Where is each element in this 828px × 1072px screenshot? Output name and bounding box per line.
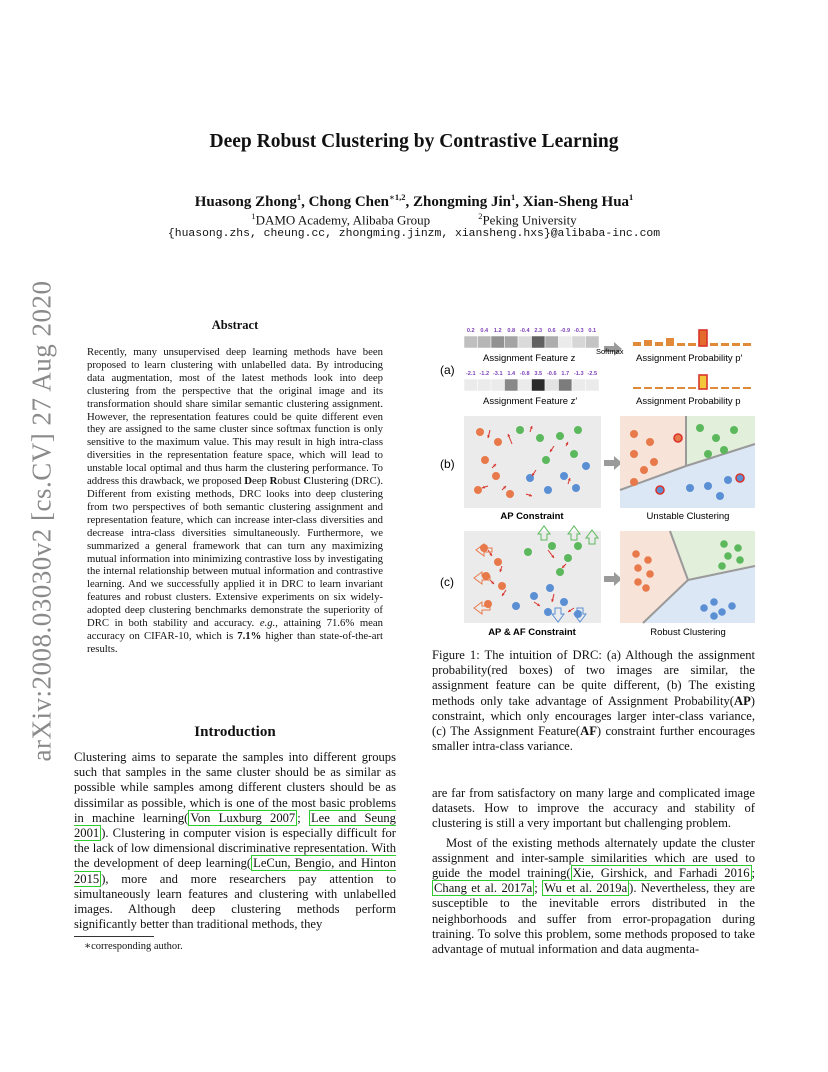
cluster-point (712, 434, 720, 442)
probability-bar (721, 387, 729, 389)
affiliations: $^1$DAMO Academy, Alibaba Group $^2$Peking University (251, 211, 577, 228)
cluster-point (704, 482, 712, 490)
paper-title: Deep Robust Clustering by Contrastive Learning (209, 131, 619, 152)
cluster-point (642, 584, 650, 592)
robust-clustering-label: Robust Clustering (650, 627, 726, 638)
probability-p-bars (633, 375, 751, 389)
feature-cell (464, 379, 478, 391)
cluster-point (630, 478, 638, 486)
feature-value-label: 0.8 (507, 328, 516, 334)
cluster-point (574, 542, 582, 550)
author-list: Huasong Zhong$^1$, Chong Chen$^{∗1,2}$, Zhongming Jin$^1$, Xian-Sheng Hua$^1$ (194, 192, 634, 210)
paragraph: Most of the existing methods alternately update the cluster assignment and inter-sample similarities which are used to guide the model training( Xie, Girshick, and Farhadi 2016 ; Chang et al. 2017a ; Wu et al. 2019a ). Nevertheless, they are susceptible to the inevitable errors distributed in the neighborhoods and suffer from error-propagation during training. To solve this problem, some methods proposed to take advantage of mutual information and data augmenta- (432, 835, 755, 957)
ap-constraint-label: AP Constraint (500, 511, 564, 522)
cluster-point (498, 582, 506, 590)
introduction-heading: Introduction (194, 724, 276, 740)
probability-bar (743, 343, 751, 346)
figure-1 (428, 318, 764, 643)
probability-peak-bar (699, 375, 707, 389)
cluster-point (560, 598, 568, 606)
feature-z2-bar (464, 379, 599, 391)
cluster-point (476, 428, 484, 436)
feature-value-label: 1.4 (507, 371, 516, 377)
arxiv-id: arXiv:2008.03030v2 [cs.CV] 27 Aug 2020 (26, 280, 57, 762)
cluster-point (494, 438, 502, 446)
feature-value-label: 1.2 (493, 328, 502, 334)
cluster-point (674, 434, 682, 442)
footnote-rule (74, 936, 154, 937)
feature-cell (478, 379, 492, 391)
cluster-point (734, 544, 742, 552)
probability-bar (677, 343, 685, 346)
panel-b-label: (b) (440, 457, 455, 471)
feature-cell (545, 379, 559, 391)
feature-cell (559, 336, 573, 348)
probability-bar (666, 387, 674, 389)
footnote: ∗corresponding author. (84, 941, 183, 952)
cluster-point (718, 562, 726, 570)
feature-z-bar (464, 336, 599, 348)
feature-value-label: 0.1 (588, 328, 597, 334)
cluster-point (516, 426, 524, 434)
feature-value-label: -0.9 (560, 328, 571, 334)
feature-cell (572, 379, 586, 391)
cluster-point (544, 486, 552, 494)
feature-value-label: 0.6 (547, 328, 556, 334)
feature-cell (464, 336, 478, 348)
cluster-point (720, 446, 728, 454)
cluster-point (492, 472, 500, 480)
cluster-point (524, 548, 532, 556)
cluster-point (736, 556, 744, 564)
probability-bar (633, 387, 641, 389)
probability-peak-bar (699, 330, 707, 346)
feature-value-label: -0.6 (546, 371, 557, 377)
probability-bar (688, 387, 696, 389)
panel-c-right-box (620, 531, 755, 623)
feature-cell (532, 336, 546, 348)
probability-p-label: Assignment Probability p (636, 396, 741, 407)
feature-value-label: 0.2 (466, 328, 475, 334)
cluster-point (634, 578, 642, 586)
probability-bar (710, 387, 718, 389)
cluster-point (474, 486, 482, 494)
feature-cell (491, 379, 505, 391)
probability-bar (633, 342, 641, 346)
feature-z2-label: Assignment Feature z′ (483, 396, 578, 407)
cluster-point (630, 430, 638, 438)
cluster-point (570, 450, 578, 458)
feature-value-label: 3.5 (534, 371, 543, 377)
affiliation-1: DAMO Academy, Alibaba Group (255, 212, 431, 228)
feature-value-label: -1.3 (573, 371, 584, 377)
feature-cell (545, 336, 559, 348)
cluster-point (481, 456, 489, 464)
feature-z2-values (466, 371, 597, 377)
cluster-point (556, 568, 564, 576)
probability-p2-bars (633, 330, 751, 346)
feature-cell (572, 336, 586, 348)
panel-a-label: (a) (440, 363, 455, 377)
feature-z-values (467, 328, 596, 334)
cluster-point (700, 604, 708, 612)
figure-caption: Figure 1: The intuition of DRC: (a) Although the assignment probability(red boxes) of two images are similar, the assignment feature can be quite different, (b) The existing methods only take advantage of Assignment Probability(AP) constraint, which only encourages larger inter-class variance, (c) The Assignment Feature(AF) constraint further encourages smaller intra-class variance. (432, 648, 755, 754)
probability-bar (688, 343, 696, 346)
cluster-point (494, 558, 502, 566)
softmax-label: Softmax (596, 347, 624, 356)
panel-b-arrow-icon (604, 456, 622, 470)
cluster-point (644, 556, 652, 564)
introduction-body: Clustering aims to separate the samples into different groups such that samples in the same cluster should be as similar as possible while samples among different clusters should be as dissimilar as possible, which is one of the most basic problems in machine learning( Von Luxburg 2007 ; Lee and Seung 2001 ). Clustering in computer vision is especially difficult for the lack of low dimensional discriminative representation. With the development of deep learning( LeCun, Bengio, and Hinton 2015 ), more and more researchers pay attention to simultaneously learn features and clustering with unlabelled images. Although deep clustering methods perform significantly better than traditional methods, they (74, 750, 396, 932)
cluster-point (710, 612, 718, 620)
cluster-point (650, 458, 658, 466)
feature-value-label: -0.8 (519, 371, 530, 377)
cluster-point (728, 602, 736, 610)
probability-bar (677, 387, 685, 389)
cluster-point (506, 490, 514, 498)
probability-bar (710, 343, 718, 346)
feature-value-label: -0.3 (573, 328, 584, 334)
abstract-body: Recently, many unsupervised deep learning methods have been proposed to learn clustering with unlabelled data. By introducing data augmentation, most of the latest methods look into deep clustering from the perspective that the original image and its transformation should share similar semantic clustering assignment. However, the representation features could be quite different even they are assigned to the same cluster since softmax function is only sensitive to the maximum value. This may result in high intra-class diversities in the representation feature space, which will lead to unstable local optimal and thus harm the clustering performance. To address this drawback, we proposed Deep Robust Clustering (DRC). Different from existing methods, DRC looks into deep clustering from two perspectives of both semantic clustering assignment and representation feature, which can increase inter-class diversities and decrease intra-class diversities simultaneously. Furthermore, we summarized a general framework that can turn any maximizing mutual information into minimizing contrastive loss by investigating the internal relationship between mutual information and contrastive learning. And we successfully applied it in DRC to learn invariant features and robust clusters. Extensive experiments on six widely-adopted deep clustering benchmarks demonstrate the superiority of DRC in both stability and accuracy. e.g., attaining 71.6% mean accuracy on CIFAR-10, which is 7.1% higher than state-of-the-art results. (87, 346, 383, 655)
feature-value-label: 2.3 (534, 328, 543, 334)
cluster-point (640, 466, 648, 474)
cluster-point (530, 592, 538, 600)
probability-bar (655, 387, 663, 389)
cluster-point (560, 472, 568, 480)
feature-value-label: 0.4 (480, 328, 489, 334)
cluster-point (686, 484, 694, 492)
probability-bar (732, 343, 740, 346)
feature-value-label: -3.1 (492, 371, 503, 377)
probability-bar (721, 343, 729, 346)
cluster-point (656, 486, 664, 494)
cluster-point (556, 432, 564, 440)
cluster-point (718, 608, 726, 616)
feature-cell (478, 336, 492, 348)
feature-z-label: Assignment Feature z (483, 353, 576, 364)
right-column-body (432, 786, 755, 957)
feature-value-label: -1.2 (479, 371, 490, 377)
cluster-point (730, 426, 738, 434)
cluster-point (582, 462, 590, 470)
feature-cell (491, 336, 505, 348)
cluster-point (564, 554, 572, 562)
cluster-point (630, 450, 638, 458)
probability-bar (644, 387, 652, 389)
feature-cell (559, 379, 573, 391)
cluster-point (574, 426, 582, 434)
feature-cell (518, 336, 532, 348)
arxiv-sidebar-stamp (22, 282, 62, 760)
cluster-point (646, 570, 654, 578)
cluster-point (724, 552, 732, 560)
panel-c-label: (c) (440, 575, 454, 589)
author-emails: {huasong.zhs, cheung.cc, zhongming.jinzm, xiansheng.hxs}@alibaba-inc.com (167, 228, 661, 240)
feature-cell (505, 379, 519, 391)
paragraph: are far from satisfactory on many large and complicated image datasets. How to improve the accuracy and stability of clustering is still a very important but challenging problem. (432, 786, 755, 831)
unstable-clustering-label: Unstable Clustering (646, 511, 730, 522)
cluster-point (548, 542, 556, 550)
cluster-point (736, 474, 744, 482)
panel-c-arrow-icon (604, 572, 622, 586)
cluster-point (696, 424, 704, 432)
cluster-point (512, 602, 520, 610)
probability-bar (655, 342, 663, 346)
cluster-point (716, 492, 724, 500)
probability-bar (743, 387, 751, 389)
feature-cell (586, 379, 600, 391)
cluster-point (704, 450, 712, 458)
abstract-heading: Abstract (211, 318, 259, 332)
probability-bar (732, 387, 740, 389)
cluster-point (710, 598, 718, 606)
feature-cell (505, 336, 519, 348)
cluster-point (484, 600, 492, 608)
feature-cell (518, 379, 532, 391)
cluster-point (572, 484, 580, 492)
feature-value-label: -2.1 (465, 371, 476, 377)
cluster-point (542, 456, 550, 464)
cluster-point (720, 540, 728, 548)
probability-bar (644, 340, 652, 346)
cluster-point (646, 438, 654, 446)
affiliation-2: Peking University (482, 212, 577, 228)
probability-p2-label: Assignment Probability p′ (636, 353, 743, 364)
feature-value-label: 1.7 (561, 371, 570, 377)
cluster-point (632, 550, 640, 558)
cluster-point (724, 476, 732, 484)
ap-af-constraint-label: AP & AF Constraint (488, 627, 576, 638)
cluster-point (634, 564, 642, 572)
feature-value-label: -2.5 (587, 371, 598, 377)
cluster-point (544, 608, 552, 616)
feature-cell (532, 379, 546, 391)
cluster-point (546, 584, 554, 592)
probability-bar (666, 338, 674, 346)
cluster-point (536, 434, 544, 442)
feature-value-label: -0.4 (519, 328, 530, 334)
